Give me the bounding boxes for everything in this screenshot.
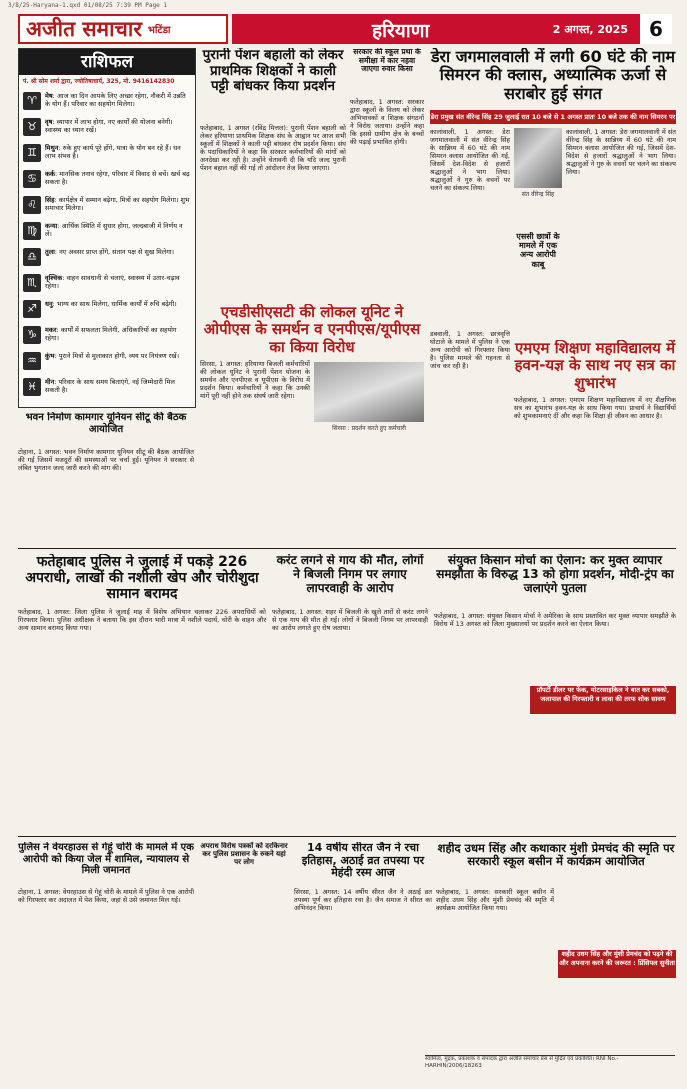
scholarship-headline: एससी छात्रों के मामले में एक अन्य आरोपी काबू — [516, 232, 560, 269]
zodiac-icon: ♎ — [23, 248, 41, 266]
rashifal-row — [23, 377, 191, 399]
page-number: 6 — [640, 14, 672, 44]
bhawan-body: टोहाना, 1 अगस्त: भवन निर्माण कामगार यूनियन सीटू की बैठक आयोजित की गई जिसमें मजदूरों की समस्याओं पर चर्चा हुई। यूनियन ने सरकार से लंबित भुगतान जल्द जारी करने की मांग की। — [18, 448, 194, 472]
rashifal-row — [23, 169, 191, 191]
rashifal-title: राशिफल — [19, 49, 195, 75]
college-body: फतेहाबाद, 1 अगस्त: सरकार द्वारा स्कूलों के विलय को लेकर अभिभावकों व शिक्षक संगठनों ने विरोध जताया। उन्होंने कहा कि इससे ग्रामीण क्षेत्र के बच्चों की पढ़ाई प्रभावित होगी। — [350, 98, 424, 146]
section-title: हरियाणा — [372, 20, 430, 42]
newspaper-logo — [18, 14, 228, 44]
zodiac-icon: ♊ — [23, 144, 41, 162]
zodiac-icon: ♓ — [23, 378, 41, 396]
zodiac-name: मकर — [45, 326, 57, 334]
print-line: 3/8/25-Haryana-1.qxd 01/08/25 7:39 PM Page 1 — [8, 2, 167, 9]
zodiac-icon: ♑ — [23, 326, 41, 344]
rashifal-row — [23, 299, 191, 321]
zodiac-prediction: भाग्य का साथ मिलेगा, धार्मिक कार्यों में रुचि बढ़ेगी। — [56, 300, 177, 308]
toll-plaza-headline: अपराध विरोध पत्रकों को दरकिनार कर पुलिस प्रशासन के रुकने यहां पर लोग — [200, 842, 288, 867]
zodiac-name: कन्या — [45, 222, 58, 230]
bhawan-headline: भवन निर्माण कामगार यूनियन सीटू की बैठक आयोजित — [25, 412, 187, 435]
hawan-body: फतेहाबाद, 1 अगस्त: एमएम शिक्षण महाविद्यालय में नए शैक्षणिक सत्र का शुभारंभ हवन-यज्ञ के साथ किया गया। प्राचार्य ने विद्यार्थियों को शुभकामनाएं दीं और कहा कि शिक्षा ही जीवन का आधार है। — [514, 396, 676, 420]
zodiac-prediction: कार्यक्षेत्र में सम्मान बढ़ेगा, मित्रों का सहयोग मिलेगा। शुभ समाचार मिलेगा। — [45, 196, 190, 212]
zodiac-name: वृष — [45, 118, 53, 126]
fatehabad-police-body: फतेहाबाद, 1 अगस्त: जिला पुलिस ने जुलाई माह में विशेष अभियान चलाकर 226 अपराधियों को गिरफ्तार किया। पुलिस अधीक्षक ने बताया कि इस दौरान भारी मात्रा में नशीले पदार्थ, चोरी के वाहन और अन्य सामान बरामद किया गया। — [18, 608, 266, 632]
zodiac-icon: ♍ — [23, 222, 41, 240]
rashifal-row — [23, 351, 191, 373]
zodiac-icon: ♐ — [23, 300, 41, 318]
zodiac-icon: ♈ — [23, 92, 41, 110]
zodiac-prediction: आज का दिन आपके लिए अच्छा रहेगा, नौकरी में उन्नति के योग हैं। परिवार का सहयोग मिलेगा। — [45, 92, 186, 108]
zodiac-text: मीन: परिवार के साथ समय बिताएंगे, नई जिम्मेदारी मिल सकती है। — [45, 378, 175, 394]
udham-singh-subhead: शहीद उधम सिंह और मुंशी प्रेमचंद को पढ़ने की और अपनाना करने की जरूरत : प्रिंसिपल सुनीता — [558, 950, 676, 978]
ehc-headline: एचडीसीएसटी की लोकल यूनिट ने ओपीएस के समर्थन व एनपीएस/यूपीएस का किया विरोध — [203, 304, 421, 356]
top-story-body: कालांवाली, 1 अगस्त: डेरा जगमालवाली में संत वीरेन्द्र सिंह के सान्निध्य में 60 घंटे की नाम सिमरन क्लास आयोजित की गई, जिसमें देश-विदेश से हजारों श्रद्धालुओं ने भाग लिया। श्रद्धालुओं ने गुरु के वचनों पर चलने का संकल्प लिया। — [430, 128, 510, 192]
zodiac-text: कुंभ: पुराने मित्रों से मुलाकात होगी, व्यय पर नियंत्रण रखें। — [45, 352, 180, 360]
rashifal-row — [23, 195, 191, 217]
section-divider — [18, 548, 676, 549]
zodiac-text: सिंह: कार्यक्षेत्र में सम्मान बढ़ेगा, मित्रों का सहयोग मिलेगा। शुभ समाचार मिलेगा। — [45, 196, 190, 212]
zodiac-name: धनु — [45, 300, 53, 308]
section-header — [232, 14, 672, 44]
sant-photo-caption: संत वीरेन्द्र सिंह — [521, 191, 555, 198]
zodiac-icon: ♒ — [23, 352, 41, 370]
sirsa-jain-body: सिरसा, 1 अगस्त: 14 वर्षीय सीरत जैन ने अठाई व्रत तपस्या पूर्ण कर इतिहास रचा है। जैन समाज ने सीरत का अभिनंदन किया। — [294, 888, 432, 912]
zodiac-icon: ♋ — [23, 170, 41, 188]
issue-date: 2 अगस्त, 2025 — [552, 23, 628, 36]
newspaper-name: अजीत समाचार — [26, 17, 142, 41]
zodiac-text: धनु: भाग्य का साथ मिलेगा, धार्मिक कार्यों में रुचि बढ़ेगी। — [45, 300, 177, 308]
hawan-headline: एमएम शिक्षण महाविद्यालय में हवन-यज्ञ के साथ नए सत्र का शुभारंभ — [514, 340, 676, 392]
zodiac-name: कुंभ — [45, 352, 55, 360]
ehc-photo — [314, 362, 424, 422]
wheat-theft-body: टोहाना, 1 अगस्त: वेयरहाउस से गेहूं चोरी के मामले में पुलिस ने एक आरोपी को गिरफ्तार कर अदालत में पेश किया, जहां से उसे जमानत मिल गई। — [18, 888, 194, 904]
footer-imprint: स्वामित्व, मुद्रक, प्रकाशक व संपादक द्वारा अजीत समाचार प्रेस से मुद्रित एवं प्रकाशित। RNI No.- HARHIN/2006/18263 — [425, 1055, 675, 1084]
wheat-theft-headline: पुलिस ने वेयरहाउस से गेहूं चोरी के मामले में एक आरोपी को किया जेल में शामिल, न्यायालय से मिली जमानत — [18, 842, 194, 876]
sant-photo — [514, 128, 562, 188]
zodiac-text: मेष: आज का दिन आपके लिए अच्छा रहेगा, नौकरी में उन्नति के योग हैं। परिवार का सहयोग मिलेगा। — [45, 92, 186, 108]
zodiac-text: वृष: व्यापार में लाभ होगा, नए कार्यों की योजना बनेगी। स्वास्थ्य का ध्यान रखें। — [45, 118, 173, 134]
scholarship-body: डबवाली, 1 अगस्त: छात्रवृत्ति घोटाले के मामले में पुलिस ने एक अन्य आरोपी को गिरफ्तार किया है। पुलिस मामले की गहनता से जांच कर रही है। — [430, 330, 510, 370]
zodiac-name: तुला — [45, 248, 55, 256]
edition-city: भटिंडा — [147, 25, 171, 36]
lower-divider — [18, 836, 676, 837]
top-story-body-cont: कालांवाली, 1 अगस्त: डेरा जगमालवाली में संत वीरेन्द्र सिंह के सान्निध्य में 60 घंटे की नाम सिमरन क्लास आयोजित की गई, जिसमें देश-विदेश से हजारों श्रद्धालुओं ने भाग लिया। श्रद्धालुओं ने गुरु के वचनों पर चलने का संकल्प लिया। — [566, 128, 676, 176]
zodiac-name: मेष — [45, 92, 53, 100]
college-headline: सरकार की स्कूल प्रथा के समीक्षा में कार नहवा जाएगा रुवार किसा — [353, 48, 421, 74]
udham-singh-body: फतेहाबाद, 1 अगस्त: सरकारी स्कूल बसीन में शहीद उधम सिंह और मुंशी प्रेमचंद की स्मृति में कार्यक्रम आयोजित किया गया। — [436, 888, 554, 912]
fatehabad-police-headline: फतेहाबाद पुलिस ने जुलाई में पकड़े 226 अपराधी, लाखों की नशीली खेप और चोरीशुदा सामान बरामद — [25, 554, 259, 603]
electricity-body: फतेहाबाद, 1 अगस्त: शहर में बिजली के खुले तारों से करंट लगने से एक गाय की मौत हो गई। लोगों ने बिजली निगम पर लापरवाही का आरोप लगाते हुए रोष जताया। — [272, 608, 428, 632]
zodiac-icon: ♌ — [23, 196, 41, 214]
rashifal-row — [23, 325, 191, 347]
zodiac-prediction: रुके हुए कार्य पूरे होंगे, यात्रा के योग बन रहे हैं। धन लाभ संभव है। — [45, 144, 181, 160]
zodiac-text: मकर: कार्यों में सफलता मिलेगी, अधिकारियों का सहयोग रहेगा। — [45, 326, 177, 342]
zodiac-name: सिंह — [45, 196, 55, 204]
udham-singh-headline: शहीद उधम सिंह और कथाकार मुंशी प्रेमचंद की स्मृति पर सरकारी स्कूल बसीन में कार्यक्रम आयोजित — [437, 842, 675, 869]
rashifal-row — [23, 143, 191, 165]
kisan-morcha-body: फतेहाबाद, 1 अगस्त: संयुक्त किसान मोर्चा ने अमेरिका के साथ प्रस्तावित कर मुक्त व्यापार समझौते के विरोध में 13 अगस्त को जिला मुख्यालयों पर प्रदर्शन करने का ऐलान किया। — [434, 612, 676, 628]
zodiac-text: कन्या: आर्थिक स्थिति में सुधार होगा, जल्दबाजी में निर्णय न लें। — [45, 222, 183, 238]
electricity-headline: करंट लगने से गाय की मौत, लोगों ने बिजली निगम पर लगाए लापरवाही के आरोप — [276, 554, 424, 595]
zodiac-name: कर्क — [45, 170, 55, 178]
zodiac-prediction: वाहन सावधानी से चलाएं, स्वास्थ्य में उतार-चढ़ाव रहेगा। — [45, 274, 180, 290]
zodiac-icon: ♏ — [23, 274, 41, 292]
zodiac-prediction: परिवार के साथ समय बिताएंगे, नई जिम्मेदारी मिल सकती है। — [45, 378, 175, 394]
kisan-morcha-headline: संयुक्त किसान मोर्चा का ऐलान: कर मुक्त व्यापार समझौता के विरुद्ध 13 को होगा प्रदर्शन, मोदी-ट्रंप का जलाएंगे पुतला — [436, 554, 674, 595]
rashifal-subtitle: पं. श्री सोम शर्मा द्वारा, ज्योतिषाचार्य, 325, मो. 9416142830 — [23, 78, 175, 85]
motorcycle-subhead: प्रॉपर्टी डीलर पर फेंक, मोटरसाइकिल ने बात कर सबको, जलापाल की गिरफ्तारी व लावा की तरफ शोक सावण — [530, 686, 676, 714]
zodiac-prediction: नए अवसर प्राप्त होंगे, संतान पक्ष से सुख मिलेगा। — [59, 248, 175, 256]
top-story-headline: डेरा जगमालवाली में लगी 60 घंटे की नाम सिमरन की क्लास, अध्यात्मिक ऊर्जा से सराबोर हुई संगत — [430, 48, 676, 103]
rashifal-row — [23, 273, 191, 295]
zodiac-text: कर्क: मानसिक तनाव रहेगा, परिवार में विवाद से बचें। खर्च बढ़ सकता है। — [45, 170, 190, 186]
zodiac-prediction: कार्यों में सफलता मिलेगी, अधिकारियों का सहयोग रहेगा। — [45, 326, 177, 342]
zodiac-name: मीन — [45, 378, 55, 386]
rashifal-row — [23, 221, 191, 243]
pension-headline: पुरानी पेंशन बहाली को लेकर प्राथमिक शिक्षकों ने काली पट्टी बांधकर किया प्रदर्शन — [202, 48, 344, 95]
top-story-subhead: डेरा प्रमुख संत वीरेन्द्र सिंह 29 जुलाई रात 10 बजे से 1 अगस्त प्रातः 10 बजे तक की नाम सिमरन पर — [430, 110, 676, 124]
rashifal-row — [23, 247, 191, 269]
zodiac-text: वृश्चिक: वाहन सावधानी से चलाएं, स्वास्थ्य में उतार-चढ़ाव रहेगा। — [45, 274, 180, 290]
zodiac-text: मिथुन: रुके हुए कार्य पूरे होंगे, यात्रा के योग बन रहे हैं। धन लाभ संभव है। — [45, 144, 181, 160]
zodiac-icon: ♉ — [23, 118, 41, 136]
zodiac-prediction: मानसिक तनाव रहेगा, परिवार में विवाद से बचें। खर्च बढ़ सकता है। — [45, 170, 190, 186]
ehc-photo-caption: सिरसा : प्रदर्शन करते हुए कर्मचारी — [332, 425, 406, 432]
zodiac-text: तुला: नए अवसर प्राप्त होंगे, संतान पक्ष से सुख मिलेगा। — [45, 248, 175, 256]
ehc-body: सिरसा, 1 अगस्त: हरियाणा बिजली कर्मचारियों की लोकल यूनिट ने पुरानी पेंशन योजना के समर्थन और एनपीएस व यूपीएस के विरोध में प्रदर्शन किया। कर्मचारियों ने कहा कि उनकी मांगें पूरी नहीं होने तक संघर्ष जारी रहेगा। — [200, 360, 310, 400]
pension-body: फतेहाबाद, 1 अगस्त (रविंद्र मित्तल): पुरानी पेंशन बहाली को लेकर हरियाणा प्राथमिक शिक्षक संघ के आह्वान पर आज सभी स्कूलों में शिक्षकों ने काली पट्टी बांधकर रोष प्रदर्शन किया। संघ के पदाधिकारियों ने कहा कि सरकार कर्मचारियों की मांगों को अनदेखा कर रही है। उन्होंने चेतावनी दी कि यदि जल्द पुरानी पेंशन बहाल नहीं की गई तो आंदोलन तेज किया जाएगा। — [200, 124, 346, 172]
sirsa-jain-headline: 14 वर्षीय सीरत जैन ने रचा इतिहास, अठाई व्रत तपस्या पर मेहंदी रस्म आज — [301, 842, 425, 880]
rashifal-row — [23, 117, 191, 139]
zodiac-name: वृश्चिक — [45, 274, 63, 282]
zodiac-prediction: आर्थिक स्थिति में सुधार होगा, जल्दबाजी में निर्णय न लें। — [45, 222, 183, 238]
rashifal-row — [23, 91, 191, 113]
zodiac-prediction: पुराने मित्रों से मुलाकात होगी, व्यय पर नियंत्रण रखें। — [58, 352, 180, 360]
zodiac-name: मिथुन — [45, 144, 59, 152]
rashifal-panel — [18, 48, 196, 408]
zodiac-prediction: व्यापार में लाभ होगा, नए कार्यों की योजना बनेगी। स्वास्थ्य का ध्यान रखें। — [45, 118, 173, 134]
